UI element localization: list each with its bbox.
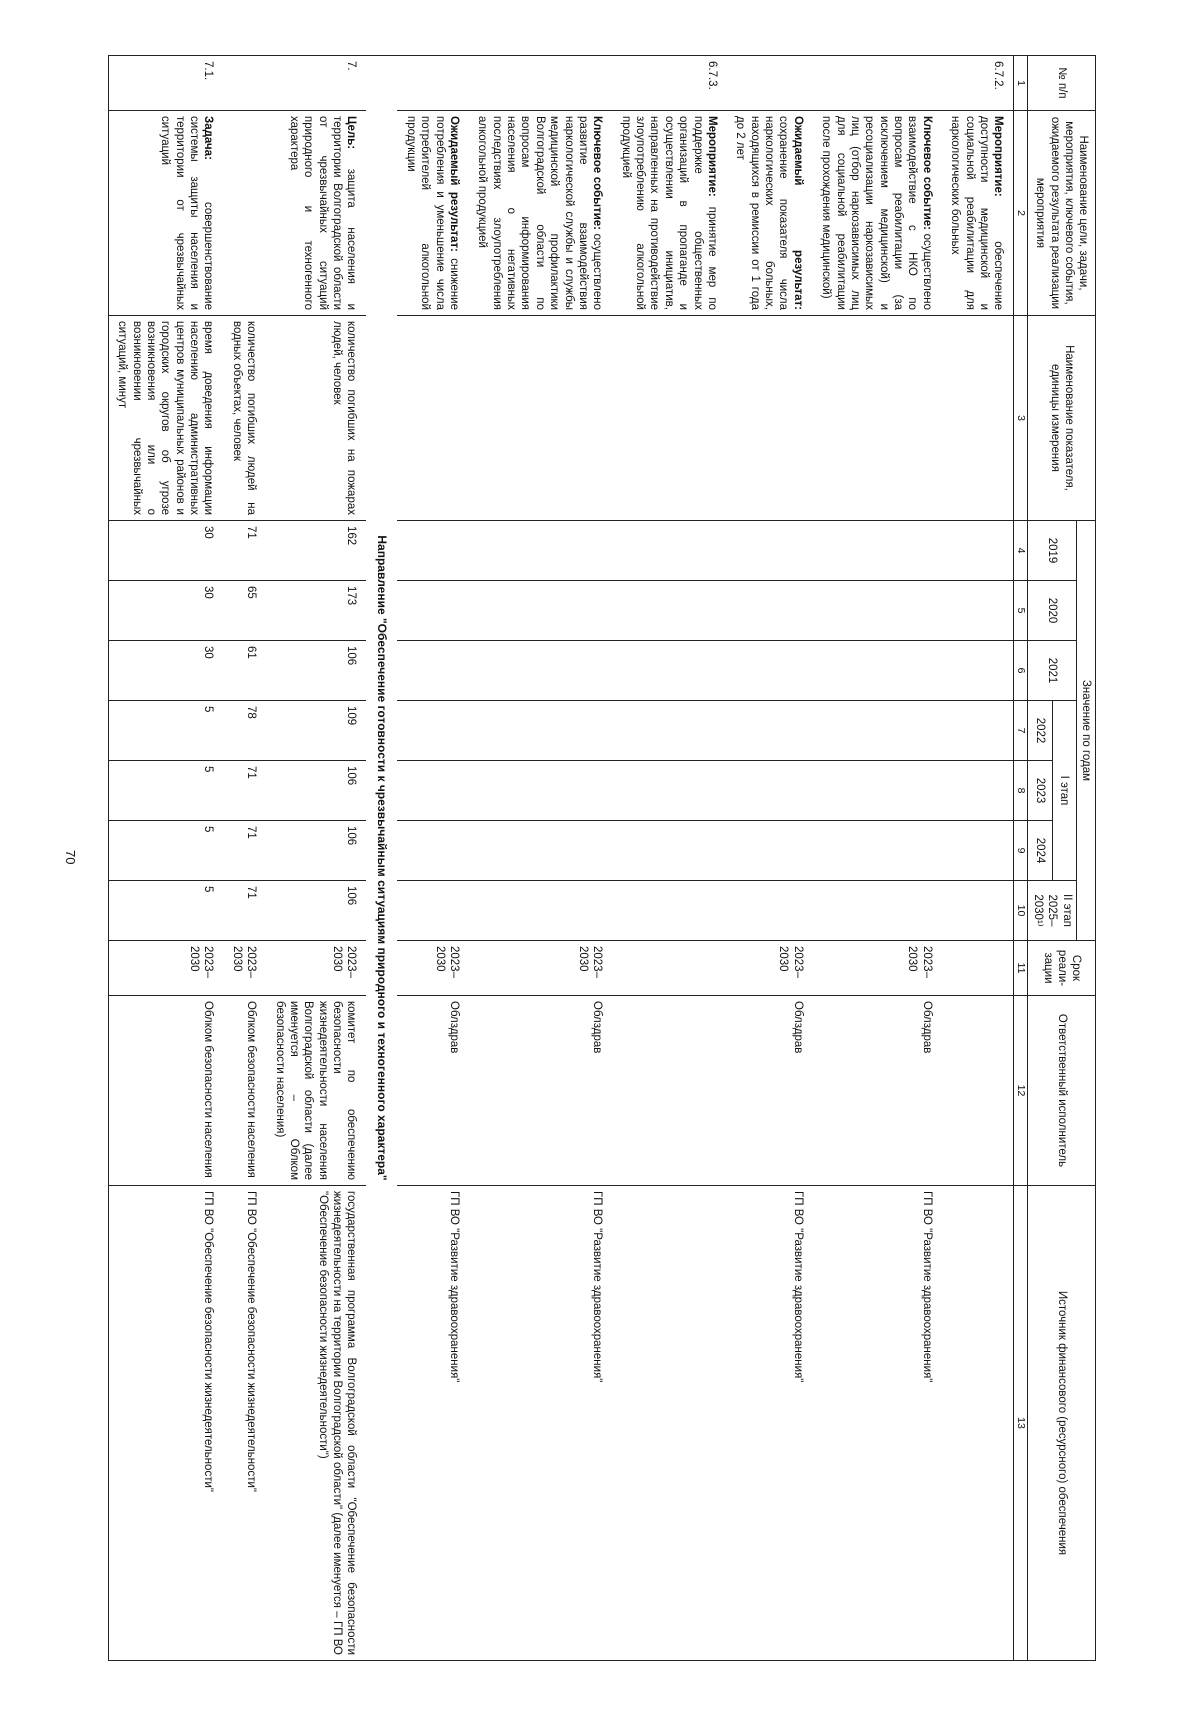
row-description — [108, 111, 223, 316]
page-number: 70 — [63, 850, 78, 865]
col-num-13: 13 — [1014, 1186, 1028, 1661]
col-num-11: 11 — [1014, 941, 1028, 996]
row-label: Ключевое событие: — [920, 116, 933, 231]
program-table — [108, 55, 1096, 1661]
row-label: Мероприятие: — [992, 116, 1005, 197]
indicator-name: количество погибших на пожарах людей, человек — [266, 316, 366, 521]
value-2023: 5 — [108, 761, 223, 821]
row-description — [398, 111, 470, 316]
table-row — [727, 56, 813, 1661]
section-row — [367, 56, 398, 1661]
row-label: Ключевое событие: — [591, 116, 604, 231]
row-source: ГП ВО "Развитие здравоохранения" — [813, 1186, 942, 1661]
col-num-12: 12 — [1014, 996, 1028, 1186]
col-num-7: 7 — [1014, 701, 1028, 761]
row-description — [612, 111, 727, 316]
header-2019: 2019 — [1028, 521, 1076, 581]
table-row — [942, 56, 1014, 1661]
header-2021: 2021 — [1028, 641, 1076, 701]
row-description — [469, 111, 612, 316]
row-term: 2023–2030 — [813, 941, 942, 996]
value-2023: 106 — [266, 761, 366, 821]
value-2021: 106 — [266, 641, 366, 701]
rotated-page-content — [116, 55, 1096, 1660]
row-label: Цель: — [345, 116, 358, 150]
row-description — [266, 111, 366, 316]
value-2022: 109 — [266, 701, 366, 761]
row-description — [727, 111, 813, 316]
value-2025-2030: 5 — [108, 881, 223, 941]
row-description — [813, 111, 942, 316]
col-num-5: 5 — [1014, 581, 1028, 641]
header-indicator: Наименование показателя, единицы измерения — [1028, 316, 1096, 521]
row-source: ГП ВО "Обеспечение безопасности жизнедеятельности" — [224, 1186, 267, 1661]
col-num-2: 2 — [1014, 111, 1028, 316]
row-description — [942, 111, 1014, 316]
row-label: Ожидаемый результат: — [791, 116, 804, 310]
row-text: сохранение показателя числа наркологических больных, находящихся в ремиссии от 1 года до 2 лет — [734, 116, 790, 310]
header-source: Источник финансового (ресурсного) обеспечения — [1028, 1186, 1096, 1661]
header-executor: Ответственный исполнитель — [1028, 996, 1096, 1186]
header-stage2: II этап 2025–2030¹⁾ — [1028, 881, 1076, 941]
header-2024: 2024 — [1028, 821, 1052, 881]
section-title: Направление "Обеспечение готовности к чрезвычайным ситуациям природного и техногенного характера" — [367, 56, 398, 1661]
value-2024: 106 — [266, 821, 366, 881]
table-row — [469, 56, 612, 1661]
row-text: осуществлено развитие взаимодействия наркологической службы и службы медицинской профилактики Волгоградской области по вопросам информирования населения о негативных последствиях злоупотребления алкогольной продукцией — [476, 116, 604, 310]
row-number: 7. — [266, 56, 366, 111]
header-term: Срок реали-зации — [1028, 941, 1096, 996]
table-row — [398, 56, 470, 1661]
col-num-4: 4 — [1014, 521, 1028, 581]
row-label: Ожидаемый результат: — [448, 116, 460, 252]
row-executor: Облздрав — [398, 996, 470, 1186]
header-values-group: Значение по годам — [1076, 521, 1095, 941]
table-row — [813, 56, 942, 1661]
row-text: защита населения и территории Волгоградской области от чрезвычайных ситуаций природного и техногенного характера — [288, 116, 358, 310]
row-label: Мероприятие: — [706, 116, 718, 197]
row-number: 6.7.3. — [612, 56, 727, 111]
row-executor: Облздрав — [727, 996, 813, 1186]
row-term: 2023–2030 — [224, 941, 267, 996]
value-2019: 162 — [266, 521, 366, 581]
value-2024: 5 — [108, 821, 223, 881]
value-2020: 30 — [108, 581, 223, 641]
header-2020: 2020 — [1028, 581, 1076, 641]
col-num-3: 3 — [1014, 316, 1028, 521]
table-row — [266, 56, 366, 1661]
row-number: 7.1. — [108, 56, 223, 111]
row-term: 2023–2030 — [398, 941, 470, 996]
value-2019: 30 — [108, 521, 223, 581]
row-source: ГП ВО "Развитие здравоохранения" — [469, 1186, 612, 1661]
value-2023: 71 — [224, 761, 267, 821]
table-header — [1014, 56, 1096, 1661]
row-text: совершенствование системы защиты населения и территории от чрезвычайных ситуаций — [159, 116, 215, 310]
row-executor: Облком безопасности населения — [108, 996, 223, 1186]
row-source: ГП ВО "Обеспечение безопасности жизнедеятельности" — [108, 1186, 223, 1661]
row-source: ГП ВО "Развитие здравоохранения" — [398, 1186, 470, 1661]
table-row — [612, 56, 727, 1661]
value-2021: 61 — [224, 641, 267, 701]
row-executor: Облком безопасности населения — [224, 996, 267, 1186]
row-text: принятие мер по поддержке общественных организаций в пропаганде и осуществлении инициатив, направленных на противодействие злоупотреблению алкогольной продукцией — [619, 116, 718, 310]
value-2019: 71 — [224, 521, 267, 581]
value-2021: 30 — [108, 641, 223, 701]
col-num-9: 9 — [1014, 821, 1028, 881]
row-label: Задача: — [202, 116, 215, 160]
row-term: 2023–2030 — [727, 941, 813, 996]
table-row — [108, 56, 223, 1661]
value-2022: 78 — [224, 701, 267, 761]
value-2020: 65 — [224, 581, 267, 641]
value-2022: 5 — [108, 701, 223, 761]
indicator-name: время доведения информации населению административных центров муниципальных районов и городских округов об угрозе возникновения или о возникновении чрезвычайных ситуаций, минут — [108, 316, 223, 521]
col-num-10: 10 — [1014, 881, 1028, 941]
value-2020: 173 — [266, 581, 366, 641]
header-stage1: I этап — [1052, 701, 1076, 881]
row-source: ГП ВО "Развитие здравоохранения" — [727, 1186, 813, 1661]
row-number: 6.7.2. — [942, 56, 1014, 111]
row-source: государственная программа Волгоградской области "Обеспечение безопасности жизнедеятельности на территории Волгоградской области" (далее именуется – ГП ВО "Обеспечение безопасности жизнедеятельности") — [266, 1186, 366, 1661]
header-num: № п/п — [1028, 56, 1096, 111]
value-2025-2030: 71 — [224, 881, 267, 941]
row-executor: Облздрав — [469, 996, 612, 1186]
row-text: осуществлено взаимодействие с НКО по вопросам реабилитации (за исключением медицинской) и ресоциализации наркозависимых лиц (отбор наркозависимых лиц для социальной реабилитации после прохождения медицинской) — [820, 116, 933, 310]
col-num-1: 1 — [1014, 56, 1028, 111]
row-term: 2023–2030 — [266, 941, 366, 996]
header-2022: 2022 — [1028, 701, 1052, 761]
value-2024: 71 — [224, 821, 267, 881]
header-2023: 2023 — [1028, 761, 1052, 821]
col-num-6: 6 — [1014, 641, 1028, 701]
row-executor: Облздрав — [813, 996, 942, 1186]
row-text: снижение потребления и уменьшение числа потребителей алкогольной продукции — [404, 116, 460, 310]
row-executor: комитет по обеспечению безопасности жизнедеятельности населения Волгоградской области (далее именуется – Облком безопасности населения) — [266, 996, 366, 1186]
row-text: обеспечение доступности медицинской и социальной реабилитации для наркологических больных — [949, 116, 1005, 310]
row-term: 2023–2030 — [108, 941, 223, 996]
indicator-name: количество погибших людей на водных объектах, человек — [224, 316, 267, 521]
value-2025-2030: 106 — [266, 881, 366, 941]
col-num-8: 8 — [1014, 761, 1028, 821]
header-name: Наименование цели, задачи, мероприятия, ключевого события, ожидаемого результата реализации мероприятия — [1028, 111, 1096, 316]
table-row — [224, 56, 267, 1661]
row-term: 2023–2030 — [469, 941, 612, 996]
